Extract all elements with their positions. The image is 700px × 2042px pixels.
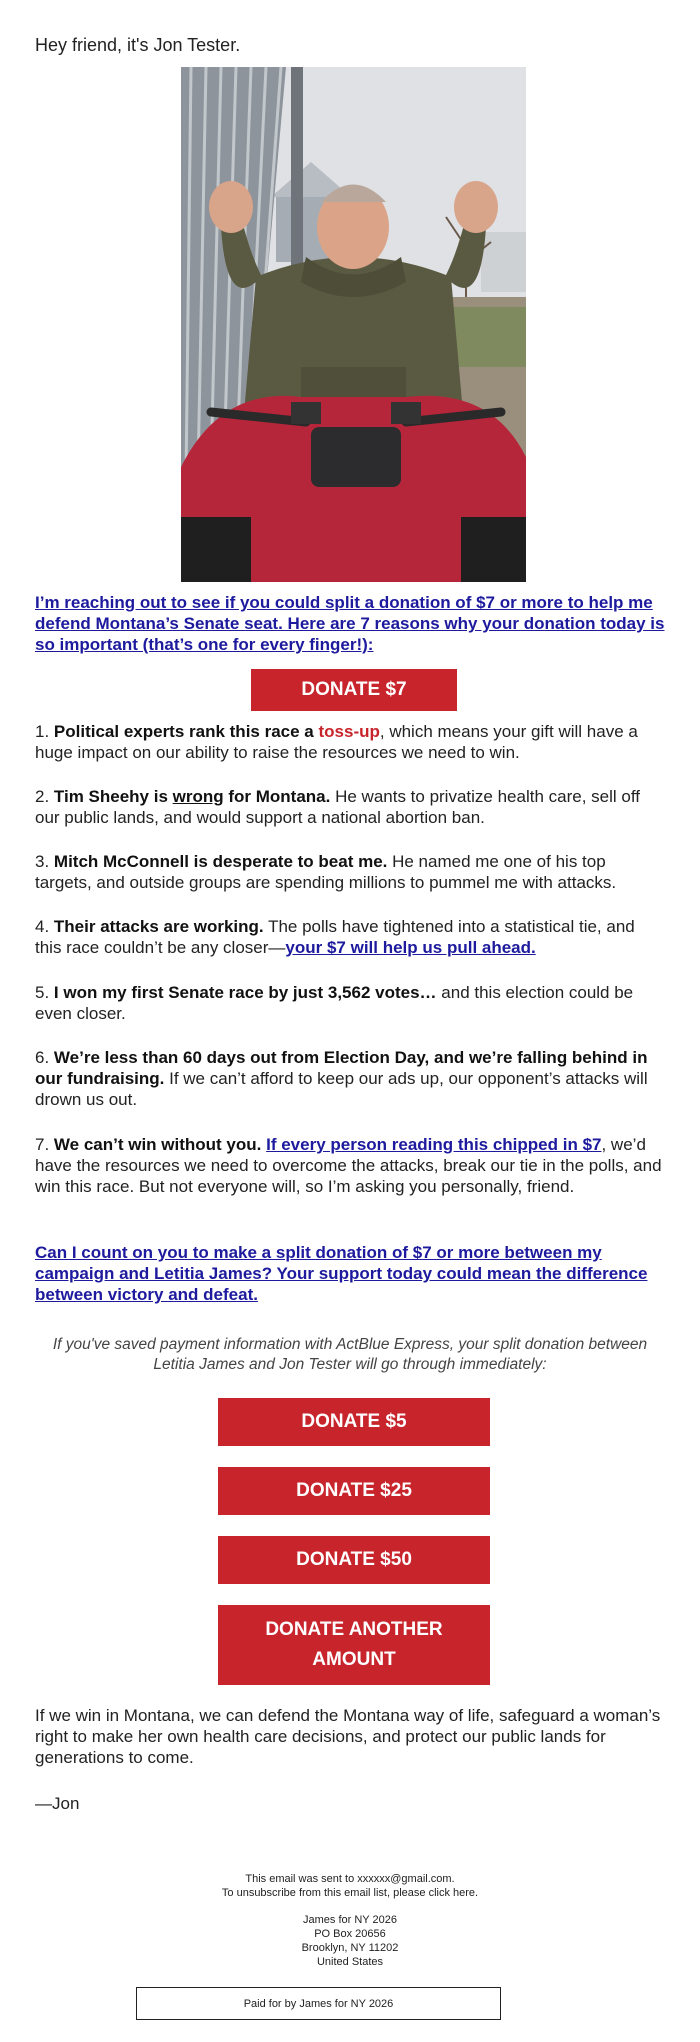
reason-bold-end: for Montana. — [223, 787, 331, 806]
reason-text: He wants to privatize health care, sell off our public lands, and would support a national abortion ban. — [35, 787, 640, 827]
reason-text: , we’d have the resources we need to overcome the attacks, break our tie in the polls, and win this race. But not everyone will, so I’m asking you personally, friend. — [35, 1135, 662, 1196]
reason-7 — [35, 1134, 665, 1197]
reason-5 — [35, 982, 665, 1024]
footer-unsubscribe — [35, 1886, 665, 1900]
donate-25-button[interactable]: DONATE $25 — [218, 1467, 490, 1515]
reason-6 — [35, 1047, 665, 1110]
paid-for-disclaimer: Paid for by James for NY 2026 — [136, 1987, 501, 2020]
footer-email: xxxxxx@gmail.com — [357, 1873, 452, 1885]
address-line: James for NY 2026 — [303, 1914, 397, 1926]
reason-number: 5. — [35, 983, 54, 1002]
reason-2 — [35, 786, 665, 828]
split-donation-ask-link[interactable]: Can I count on you to make a split donation of $7 or more between my campaign and Letitia James? Your support today could mean the difference between victory and defeat. — [35, 1243, 648, 1304]
person-on-atv-photo — [181, 67, 526, 582]
reason-bold: Mitch McConnell is desperate to beat me. — [53, 852, 388, 871]
footer-unsub-prefix: To unsubscribe from this email list, please — [221, 1887, 429, 1899]
reason-number: 7. — [35, 1135, 54, 1154]
reason-3 — [35, 851, 665, 893]
footer-address — [35, 1913, 665, 1969]
reason-bold: Their attacks are working. — [53, 917, 264, 936]
reason-text: The polls have tightened into a statistical tie, and this race couldn’t be any closer— — [35, 917, 635, 957]
actblue-express-note: If you've saved payment information with ActBlue Express, your split donation between Letitia James and Jon Tester will go through immediately: — [52, 1336, 648, 1373]
donate-50-button[interactable]: DONATE $50 — [218, 1536, 490, 1584]
footer-sent-prefix: This email was sent to — [245, 1873, 358, 1885]
reason-4 — [35, 916, 665, 958]
closing-paragraph: If we win in Montana, we can defend the Montana way of life, safeguard a woman’s right to make her own health care decisions, and protect our public lands for generations to come. — [35, 1706, 661, 1767]
reason-number: 1. — [35, 722, 54, 741]
reason-text: If we can’t afford to keep our ads up, our opponent’s attacks will drown us out. — [35, 1069, 648, 1109]
footer-sent-to — [35, 1872, 665, 1886]
donate-another-amount-button[interactable]: DONATE ANOTHER AMOUNT — [218, 1605, 490, 1685]
signoff: —Jon — [35, 1794, 80, 1813]
address-line: PO Box 20656 — [314, 1928, 386, 1940]
footer-sent-suffix: . — [451, 1873, 455, 1885]
reason-bold: Tim Sheehy is — [53, 787, 173, 806]
reason-text: and this election could be even closer. — [35, 983, 634, 1023]
reason-number: 6. — [35, 1048, 54, 1067]
reason-underlined: wrong — [172, 787, 224, 806]
greeting: Hey friend, it's Jon Tester. — [35, 35, 241, 55]
toss-up-highlight: toss-up — [318, 722, 380, 741]
reason-bold: I won my first Senate race by just 3,562 votes… — [53, 983, 437, 1002]
intro-donation-link[interactable]: I’m reaching out to see if you could split a donation of $7 or more to help me defend Montana’s Senate seat. Here are 7 reasons why your donation today is so important (that’s one for every finger!): — [35, 593, 665, 654]
reason-bold: We can’t win without you. — [53, 1135, 262, 1154]
pull-ahead-link[interactable]: your $7 will help us pull ahead. — [285, 938, 536, 957]
reason-number: 4. — [35, 917, 54, 936]
reason-number: 3. — [35, 852, 54, 871]
reason-bold: Political experts rank this race a — [53, 722, 319, 741]
chip-in-link[interactable]: If every person reading this chipped in $7 — [266, 1135, 602, 1154]
address-line: United States — [316, 1956, 384, 1968]
footer-unsub-suffix: . — [475, 1887, 479, 1899]
reason-bold: We’re less than 60 days out from Election Day, and we’re falling behind in our fundraising. — [35, 1048, 648, 1088]
donate-7-button[interactable]: DONATE $7 — [251, 669, 457, 711]
reason-1 — [35, 721, 665, 763]
unsubscribe-link[interactable]: click here — [428, 1887, 476, 1899]
reason-number: 2. — [35, 787, 54, 806]
donate-5-button[interactable]: DONATE $5 — [218, 1398, 490, 1446]
address-line: Brooklyn, NY 11202 — [301, 1942, 399, 1954]
reason-text: He named me one of his top targets, and outside groups are spending millions to pummel me with attacks. — [35, 852, 617, 892]
reason-text: , which means your gift will have a huge impact on our ability to raise the resources we need to win. — [35, 722, 638, 762]
